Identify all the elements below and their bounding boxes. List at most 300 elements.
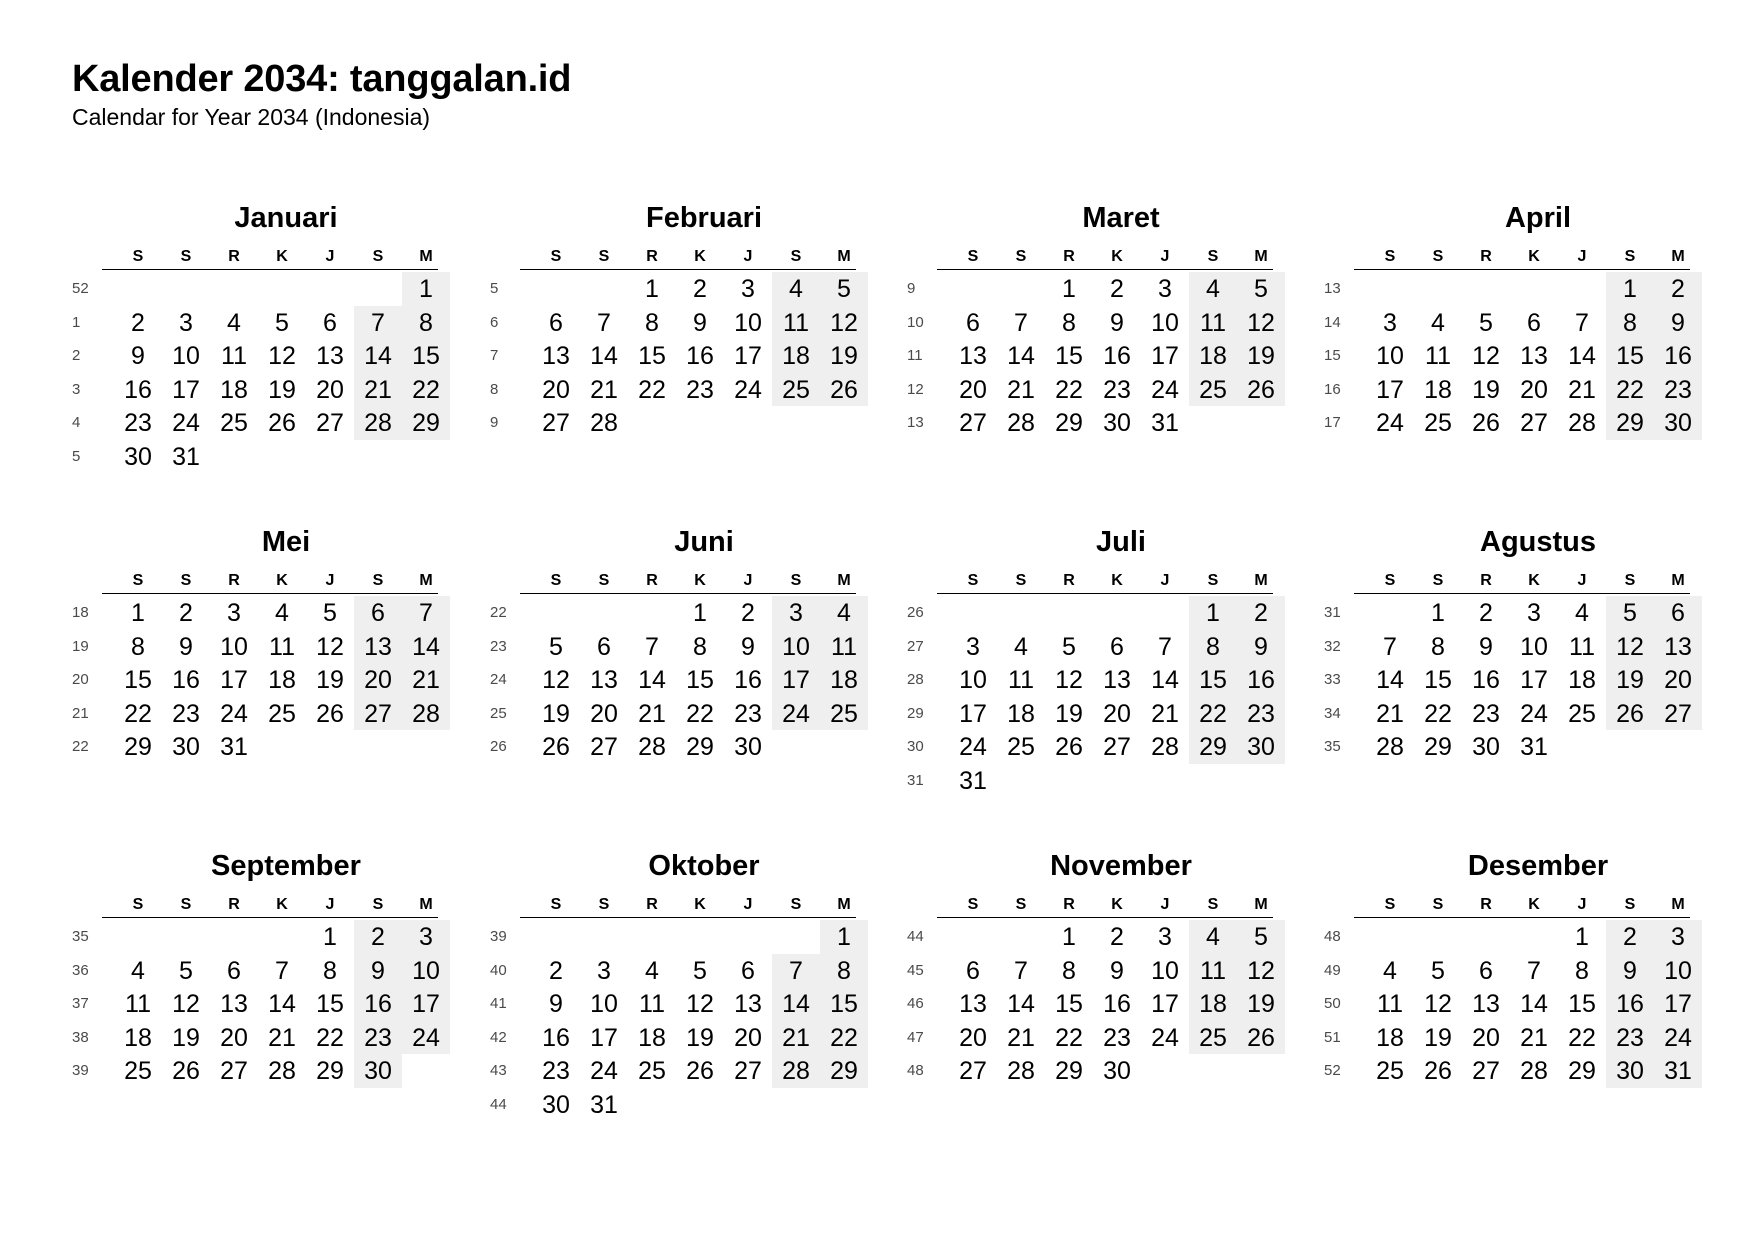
weekday-label: S (1384, 896, 1396, 913)
day-cell: 6 (1110, 632, 1124, 661)
day-cell: 9 (1110, 308, 1124, 337)
day-cell: 22 (124, 699, 152, 728)
weekday-label: K (1111, 896, 1123, 913)
day-cell: 26 (830, 375, 858, 404)
day-cell: 27 (1472, 1057, 1500, 1085)
weekday-label: K (1528, 572, 1540, 589)
weekday-label: R (646, 896, 658, 913)
header-rule (520, 593, 856, 594)
week-number: 41 (490, 995, 507, 1012)
day-cell: 10 (734, 308, 762, 337)
day-cell: 24 (220, 699, 248, 728)
day-cell: 25 (1376, 1057, 1404, 1085)
day-cell: 5 (1431, 956, 1445, 985)
day-cell: 25 (220, 409, 248, 437)
weekday-label: M (1671, 248, 1685, 265)
day-cell: 11 (1008, 666, 1034, 694)
weekday-label: R (1063, 896, 1075, 913)
day-cell: 16 (124, 375, 152, 404)
day-cell: 31 (1151, 409, 1179, 437)
week-number: 39 (72, 1062, 89, 1079)
day-cell: 17 (959, 699, 987, 728)
day-cell: 28 (1007, 1057, 1035, 1085)
day-cell: 6 (966, 956, 980, 985)
day-cell: 9 (371, 956, 385, 985)
week-number: 35 (1324, 738, 1341, 755)
day-cell: 13 (1103, 666, 1131, 694)
day-cell: 20 (1664, 666, 1692, 694)
day-cell: 11 (783, 308, 809, 337)
page-subtitle: Calendar for Year 2034 (Indonesia) (72, 104, 431, 130)
day-cell: 13 (590, 666, 618, 694)
day-cell: 16 (1247, 666, 1275, 694)
day-cell: 28 (590, 409, 618, 437)
weekday-label: S (132, 896, 144, 913)
day-cell: 26 (1055, 733, 1083, 761)
day-cell: 3 (1671, 923, 1685, 951)
day-cell: 28 (1007, 409, 1035, 437)
weekday-label: S (1384, 248, 1396, 265)
week-number: 18 (72, 604, 89, 621)
week-number: 17 (1324, 414, 1341, 431)
day-cell: 17 (734, 342, 762, 370)
day-cell: 16 (542, 1023, 570, 1052)
day-cell: 14 (412, 632, 440, 661)
month-calendar (490, 200, 870, 500)
day-cell: 16 (1472, 666, 1500, 694)
day-cell: 28 (268, 1057, 296, 1085)
day-cell: 19 (1424, 1023, 1452, 1052)
day-cell: 22 (1199, 699, 1227, 728)
weekday-label: S (132, 248, 144, 265)
day-cell: 3 (789, 599, 803, 627)
day-cell: 6 (597, 632, 611, 661)
day-cell: 16 (734, 666, 762, 694)
day-cell: 20 (542, 375, 570, 404)
week-number: 46 (907, 995, 924, 1012)
weekday-label: S (550, 572, 562, 589)
day-cell: 19 (1472, 375, 1500, 404)
day-cell: 11 (639, 990, 665, 1018)
weekday-label: R (1063, 572, 1075, 589)
day-cell: 30 (542, 1090, 570, 1119)
day-cell: 1 (323, 923, 337, 951)
day-cell: 8 (1062, 956, 1076, 985)
week-number: 4 (72, 414, 81, 431)
day-cell: 14 (268, 990, 296, 1018)
day-cell: 28 (364, 409, 392, 437)
weekday-label: J (325, 896, 335, 913)
day-cell: 11 (1200, 308, 1226, 337)
day-cell: 13 (542, 342, 570, 370)
weekday-label: S (598, 572, 610, 589)
day-cell: 25 (1199, 375, 1227, 404)
day-cell: 21 (1151, 699, 1179, 728)
day-cell: 10 (1664, 956, 1692, 985)
day-cell: 20 (1103, 699, 1131, 728)
week-number: 10 (907, 313, 924, 331)
day-cell: 20 (316, 375, 344, 404)
day-cell: 22 (316, 1023, 344, 1052)
day-cell: 20 (1472, 1023, 1500, 1052)
day-cell: 27 (542, 409, 570, 437)
day-cell: 28 (1568, 409, 1596, 437)
day-cell: 22 (1568, 1023, 1596, 1052)
day-cell: 3 (1527, 599, 1541, 627)
weekday-label: J (1160, 896, 1170, 913)
day-cell: 27 (959, 409, 987, 437)
weekday-label: K (694, 572, 706, 589)
week-number: 43 (490, 1062, 507, 1079)
day-cell: 6 (227, 956, 241, 985)
day-cell: 29 (124, 733, 152, 761)
weekday-label: K (1528, 896, 1540, 913)
day-cell: 30 (1616, 1057, 1644, 1085)
week-number: 12 (907, 380, 924, 398)
week-number: 13 (1324, 280, 1341, 297)
day-cell: 9 (1110, 956, 1124, 985)
day-cell: 25 (782, 375, 810, 404)
day-cell: 31 (172, 442, 200, 471)
weekday-label: R (228, 248, 240, 265)
day-cell: 17 (220, 666, 248, 694)
day-cell: 7 (1527, 956, 1541, 985)
week-number: 49 (1324, 961, 1341, 979)
day-cell: 10 (1520, 632, 1548, 661)
month-name: November (1050, 850, 1192, 882)
header-rule (520, 269, 856, 270)
weekday-label: S (790, 896, 802, 913)
day-cell: 7 (1014, 308, 1028, 337)
day-cell: 29 (1199, 733, 1227, 761)
day-cell: 30 (1103, 1057, 1131, 1085)
week-number: 31 (907, 771, 924, 789)
day-cell: 23 (1472, 699, 1500, 728)
weekday-label: S (1624, 572, 1636, 589)
day-cell: 21 (412, 666, 440, 694)
day-cell: 19 (1247, 990, 1275, 1018)
day-cell: 10 (1151, 956, 1179, 985)
day-cell: 25 (124, 1057, 152, 1085)
header-rule (102, 917, 438, 918)
day-cell: 18 (220, 375, 248, 404)
day-cell: 17 (1376, 375, 1404, 404)
day-cell: 8 (1623, 308, 1637, 337)
day-cell: 4 (837, 599, 851, 627)
week-number: 8 (490, 380, 499, 398)
day-cell: 22 (686, 699, 714, 728)
day-cell: 13 (959, 990, 987, 1018)
day-cell: 15 (686, 666, 714, 694)
day-cell: 13 (1520, 342, 1548, 370)
weekday-label: S (1384, 572, 1396, 589)
day-cell: 23 (124, 409, 152, 437)
day-cell: 4 (645, 956, 659, 985)
day-cell: 17 (172, 375, 200, 404)
day-cell: 10 (412, 956, 440, 985)
week-number: 2 (72, 347, 81, 364)
header-rule (1354, 269, 1690, 270)
weekday-label: J (1577, 572, 1587, 589)
day-cell: 13 (316, 342, 344, 370)
month-name: Mei (261, 526, 311, 558)
weekday-label: K (1528, 248, 1540, 265)
day-cell: 23 (1616, 1023, 1644, 1052)
weekday-label: M (1671, 572, 1685, 589)
day-cell: 9 (693, 308, 707, 337)
weekday-label: S (550, 248, 562, 265)
day-cell: 29 (1616, 409, 1644, 437)
day-cell: 27 (316, 409, 344, 437)
day-cell: 11 (269, 632, 295, 661)
day-cell: 1 (1062, 275, 1076, 303)
weekday-label: M (837, 896, 851, 913)
day-cell: 14 (1520, 990, 1548, 1018)
day-cell: 2 (1254, 599, 1268, 627)
day-cell: 2 (693, 275, 707, 303)
day-cell: 17 (1151, 342, 1179, 370)
day-cell: 7 (419, 599, 433, 627)
day-cell: 27 (734, 1057, 762, 1085)
day-cell: 23 (1103, 1023, 1131, 1052)
day-cell: 6 (741, 956, 755, 985)
day-cell: 8 (1206, 632, 1220, 661)
week-number: 51 (1324, 1028, 1341, 1046)
day-cell: 26 (172, 1057, 200, 1085)
header-rule (1354, 593, 1690, 594)
day-cell: 7 (1575, 308, 1589, 337)
weekday-label: S (180, 572, 192, 589)
weekday-label: R (1480, 896, 1492, 913)
weekday-label: S (1015, 572, 1027, 589)
day-cell: 1 (1575, 923, 1589, 951)
week-number: 26 (490, 738, 507, 755)
day-cell: 25 (1007, 733, 1035, 761)
weekday-label: K (276, 572, 288, 589)
day-cell: 16 (1103, 342, 1131, 370)
weekday-label: K (694, 896, 706, 913)
day-cell: 22 (1055, 1023, 1083, 1052)
day-cell: 7 (1383, 632, 1397, 661)
day-cell: 5 (1062, 632, 1076, 661)
day-cell: 14 (1151, 666, 1179, 694)
day-cell: 18 (1199, 342, 1227, 370)
day-cell: 6 (1479, 956, 1493, 985)
day-cell: 8 (323, 956, 337, 985)
week-number: 38 (72, 1028, 89, 1046)
day-cell: 12 (1616, 632, 1644, 661)
week-number: 35 (72, 928, 89, 945)
weekday-label: S (372, 248, 384, 265)
day-cell: 15 (412, 342, 440, 370)
weekday-label: S (1432, 248, 1444, 265)
day-cell: 9 (741, 632, 755, 661)
week-number: 33 (1324, 671, 1341, 688)
week-number: 22 (490, 604, 507, 621)
weekday-label: S (598, 248, 610, 265)
day-cell: 21 (1007, 375, 1035, 404)
day-cell: 20 (1520, 375, 1548, 404)
day-cell: 7 (371, 308, 385, 337)
header-rule (102, 593, 438, 594)
day-cell: 25 (1424, 409, 1452, 437)
day-cell: 29 (686, 733, 714, 761)
weekday-label: K (276, 896, 288, 913)
day-cell: 17 (590, 1023, 618, 1052)
day-cell: 7 (645, 632, 659, 661)
day-cell: 6 (323, 308, 337, 337)
day-cell: 28 (638, 733, 666, 761)
day-cell: 10 (782, 632, 810, 661)
week-number: 19 (72, 637, 89, 655)
weekday-label: S (790, 572, 802, 589)
day-cell: 5 (837, 275, 851, 303)
week-number: 3 (72, 380, 81, 398)
day-cell: 23 (364, 1023, 392, 1052)
day-cell: 30 (1664, 409, 1692, 437)
weekday-label: J (1577, 896, 1587, 913)
weekday-label: K (1111, 248, 1123, 265)
day-cell: 22 (638, 375, 666, 404)
day-cell: 21 (1376, 699, 1404, 728)
day-cell: 19 (686, 1023, 714, 1052)
month-name: Juli (1096, 526, 1146, 558)
day-cell: 29 (1424, 733, 1452, 761)
day-cell: 3 (179, 308, 193, 337)
day-cell: 21 (638, 699, 666, 728)
month-calendar (907, 524, 1287, 824)
month-calendar (72, 524, 452, 824)
day-cell: 2 (1110, 275, 1124, 303)
day-cell: 26 (1472, 409, 1500, 437)
day-cell: 23 (172, 699, 200, 728)
month-calendar (907, 200, 1287, 500)
day-cell: 8 (1575, 956, 1589, 985)
month-calendar (1324, 524, 1704, 824)
week-number: 37 (72, 995, 89, 1012)
week-number: 15 (1324, 347, 1341, 364)
week-number: 44 (490, 1095, 507, 1113)
weekday-label: S (1624, 248, 1636, 265)
day-cell: 26 (1247, 375, 1275, 404)
day-cell: 4 (131, 956, 145, 985)
day-cell: 24 (1151, 1023, 1179, 1052)
day-cell: 2 (1623, 923, 1637, 951)
day-cell: 7 (597, 308, 611, 337)
day-cell: 1 (131, 599, 145, 627)
weekday-label: R (1063, 248, 1075, 265)
day-cell: 14 (1007, 342, 1035, 370)
day-cell: 2 (179, 599, 193, 627)
week-number: 31 (1324, 604, 1341, 621)
day-cell: 2 (549, 956, 563, 985)
day-cell: 11 (1377, 990, 1403, 1018)
day-cell: 29 (412, 409, 440, 437)
day-cell: 5 (1479, 308, 1493, 337)
day-cell: 26 (542, 733, 570, 761)
day-cell: 7 (1014, 956, 1028, 985)
weekday-label: M (837, 572, 851, 589)
day-cell: 18 (782, 342, 810, 370)
month-calendar (72, 200, 452, 500)
week-number: 20 (72, 671, 89, 688)
day-cell: 9 (1479, 632, 1493, 661)
day-cell: 22 (1616, 375, 1644, 404)
weekday-label: M (1671, 896, 1685, 913)
day-cell: 19 (268, 375, 296, 404)
day-cell: 23 (1103, 375, 1131, 404)
weekday-label: S (1207, 896, 1219, 913)
weekday-label: R (646, 248, 658, 265)
day-cell: 9 (1623, 956, 1637, 985)
day-cell: 28 (1151, 733, 1179, 761)
week-number: 14 (1324, 313, 1341, 331)
day-cell: 4 (227, 308, 241, 337)
day-cell: 12 (268, 342, 296, 370)
weekday-label: M (1254, 572, 1268, 589)
week-number: 1 (72, 313, 81, 331)
day-cell: 7 (789, 956, 803, 985)
weekday-label: S (180, 248, 192, 265)
day-cell: 17 (1664, 990, 1692, 1018)
week-number: 5 (490, 280, 499, 297)
weekday-label: S (180, 896, 192, 913)
month-calendar (72, 848, 452, 1148)
month-name: Juni (674, 526, 734, 558)
week-number: 44 (907, 928, 924, 945)
day-cell: 12 (830, 308, 858, 337)
week-number: 30 (907, 738, 924, 755)
day-cell: 18 (124, 1023, 152, 1052)
day-cell: 19 (1247, 342, 1275, 370)
day-cell: 31 (590, 1090, 618, 1119)
day-cell: 23 (542, 1057, 570, 1085)
weekday-label: S (1015, 248, 1027, 265)
month-calendar (1324, 848, 1704, 1148)
day-cell: 30 (1103, 409, 1131, 437)
day-cell: 13 (1664, 632, 1692, 661)
day-cell: 24 (1520, 699, 1548, 728)
day-cell: 31 (1520, 733, 1548, 761)
day-cell: 18 (1424, 375, 1452, 404)
week-number: 50 (1324, 995, 1341, 1012)
header-rule (937, 269, 1273, 270)
week-number: 5 (72, 447, 81, 465)
day-cell: 12 (542, 666, 570, 694)
day-cell: 3 (1158, 923, 1172, 951)
day-cell: 4 (1575, 599, 1589, 627)
day-cell: 11 (125, 990, 151, 1018)
day-cell: 19 (1055, 699, 1083, 728)
day-cell: 18 (1568, 666, 1596, 694)
day-cell: 26 (686, 1057, 714, 1085)
weekday-label: M (419, 248, 433, 265)
week-number: 39 (490, 928, 507, 945)
day-cell: 17 (412, 990, 440, 1018)
day-cell: 25 (1199, 1023, 1227, 1052)
day-cell: 12 (1247, 956, 1275, 985)
day-cell: 30 (124, 442, 152, 471)
day-cell: 7 (275, 956, 289, 985)
weekday-label: S (1207, 572, 1219, 589)
day-cell: 16 (686, 342, 714, 370)
day-cell: 12 (1247, 308, 1275, 337)
day-cell: 18 (1199, 990, 1227, 1018)
day-cell: 19 (542, 699, 570, 728)
weekday-label: J (1160, 572, 1170, 589)
week-number: 7 (490, 347, 499, 364)
day-cell: 4 (789, 275, 803, 303)
